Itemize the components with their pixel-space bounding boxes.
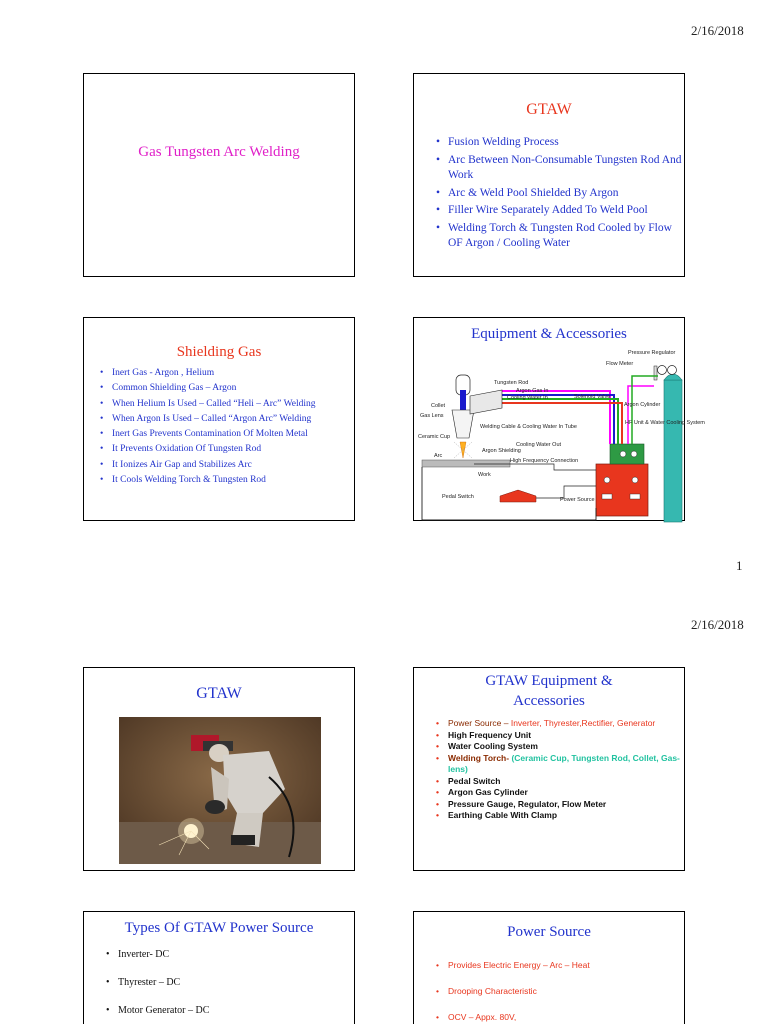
label-solenoid-valve: Solenoid Valve: [574, 394, 611, 400]
cooling-water-out-line: [502, 399, 618, 444]
list-item: • Provides Electric Energy – Arc – Heat: [436, 960, 590, 970]
page-date: 2/16/2018: [691, 23, 744, 38]
list-item: • Thyrester – DC: [106, 977, 181, 988]
slide-title: Gas Tungsten Arc Welding: [138, 144, 300, 160]
label-flow-meter: Flow Meter: [606, 361, 634, 367]
list-item: • Argon Gas Cylinder: [436, 787, 528, 797]
slide-title: Types Of GTAW Power Source: [124, 920, 314, 936]
label-argon-shielding: Argon Shielding: [482, 448, 521, 454]
list-item: • When Argon Is Used – Called “Argon Arc” Welding: [100, 413, 312, 424]
gtaw-equipment-diagram: [414, 318, 705, 522]
slide-title: GTAW Equipment & Accessories: [485, 673, 613, 709]
flow-meter-icon: [654, 366, 657, 380]
list-item: • Arc Between Non-Consumable Tungsten Rod And Work: [436, 153, 682, 181]
label-tungsten-rod: Tungsten Rod: [494, 380, 529, 386]
equipment-list: [434, 718, 680, 822]
page-date: 2/16/2018: [691, 617, 744, 632]
list-item: • Pressure Gauge, Regulator, Flow Meter: [436, 798, 607, 809]
slide-equipment-accessories: [413, 317, 705, 521]
slide-shielding-gas: [83, 317, 355, 521]
label-hf-unit: HF Unit & Water Cooling System: [625, 420, 705, 426]
list-item: • High Frequency Unit: [436, 729, 532, 740]
torch-body: [470, 390, 502, 414]
list-item: • Arc & Weld Pool Shielded By Argon: [436, 186, 619, 199]
slide-power-source: [413, 911, 685, 1024]
slide-title: Power Source: [507, 924, 591, 940]
list-item: • Welding Torch & Tungsten Rod Cooled by Flow OF Argon / Cooling Water: [436, 221, 672, 249]
pedal-switch-shape: [500, 490, 536, 502]
pressure-gauge-icon: [658, 366, 667, 375]
bullet-list: [434, 135, 684, 254]
slide-title: Equipment & Accessories: [471, 326, 627, 342]
slide-gtaw-overview: [413, 73, 685, 277]
list-item: • Motor Generator – DC: [106, 1005, 210, 1016]
list-item: • Inverter- DC: [106, 949, 170, 960]
list-item: • Pedal Switch: [436, 775, 501, 786]
list-item: • It Ionizes Air Gap and Stabilizes Arc: [100, 459, 252, 470]
list-item: • Fusion Welding Process: [436, 136, 559, 148]
page-number: 1: [736, 558, 743, 573]
workpiece-shape: [422, 460, 510, 467]
label-arc: Arc: [434, 453, 443, 459]
slide-title: Shielding Gas: [176, 344, 262, 360]
list-item: • When Helium Is Used – Called “Heli – Arc” Welding: [100, 398, 316, 409]
label-power-source: Power Source: [560, 497, 595, 503]
label-high-frequency: High Frequency Connection: [510, 458, 579, 464]
label-collet: Collet: [431, 403, 446, 409]
list-item: • OCV – Appx. 80V,: [436, 1012, 517, 1022]
cylinder-top: [664, 374, 682, 380]
slide-title: GTAW: [196, 685, 242, 702]
list-item: • Inert Gas Prevents Contamination Of Molten Metal: [100, 429, 308, 440]
bullet-list: [104, 948, 350, 1018]
pressure-gauge-icon: [668, 366, 677, 375]
list-item: • Common Shielding Gas – Argon: [100, 383, 237, 394]
arc-shape: [460, 442, 466, 458]
label-welding-cable: Welding Cable & Cooling Water In Tube: [480, 424, 577, 430]
slide-title: GTAW: [526, 101, 572, 118]
list-item: • Water Cooling System: [436, 741, 538, 751]
slide-gas-tungsten-arc-welding: [83, 73, 355, 277]
list-item: • Earthing Cable With Clamp: [436, 810, 558, 820]
list-item: • It Cools Welding Torch & Tungsten Rod: [100, 475, 266, 486]
label-pedal-switch: Pedal Switch: [442, 494, 474, 500]
label-argon-cylinder: Argon Cylinder: [624, 402, 661, 408]
label-ceramic-cup: Ceramic Cup: [418, 434, 451, 440]
list-item: • Drooping Characteristic: [436, 986, 537, 996]
label-cooling-water-out: Cooling Water Out: [516, 442, 562, 448]
slide-types-of-power-source: [83, 911, 355, 1024]
argon-cylinder-shape: [664, 380, 682, 522]
slide-gtaw-equipment-accessories: [413, 667, 685, 871]
list-item: • It Prevents Oxidation Of Tungsten Rod: [100, 444, 262, 455]
list-item: • Welding Torch- (Ceramic Cup, Tungsten Rod, Collet, Gas-lens): [436, 752, 680, 774]
label-work: Work: [478, 472, 491, 478]
ceramic-cup-shape: [452, 410, 474, 438]
welder-photo: [119, 717, 321, 864]
bullet-list: [434, 959, 680, 1023]
bullet-list: [98, 366, 354, 488]
list-item: • Filler Wire Separately Added To Weld Pool: [436, 204, 648, 216]
list-item: • Power Source – Inverter, Thyrester,Rectifier, Generator: [436, 718, 656, 728]
label-cooling-water-in: Cooling Water In: [507, 395, 548, 401]
slide-gtaw-photo: [83, 667, 355, 871]
label-pressure-regulator: Pressure Regulator: [628, 350, 676, 356]
power-source-shape: [596, 464, 648, 516]
hf-unit-shape: [610, 444, 644, 464]
list-item: • Inert Gas - Argon , Helium: [100, 368, 215, 378]
label-gas-lens: Gas Lens: [420, 413, 444, 419]
label-argon-gas-in: Argon Gas In: [516, 388, 549, 394]
